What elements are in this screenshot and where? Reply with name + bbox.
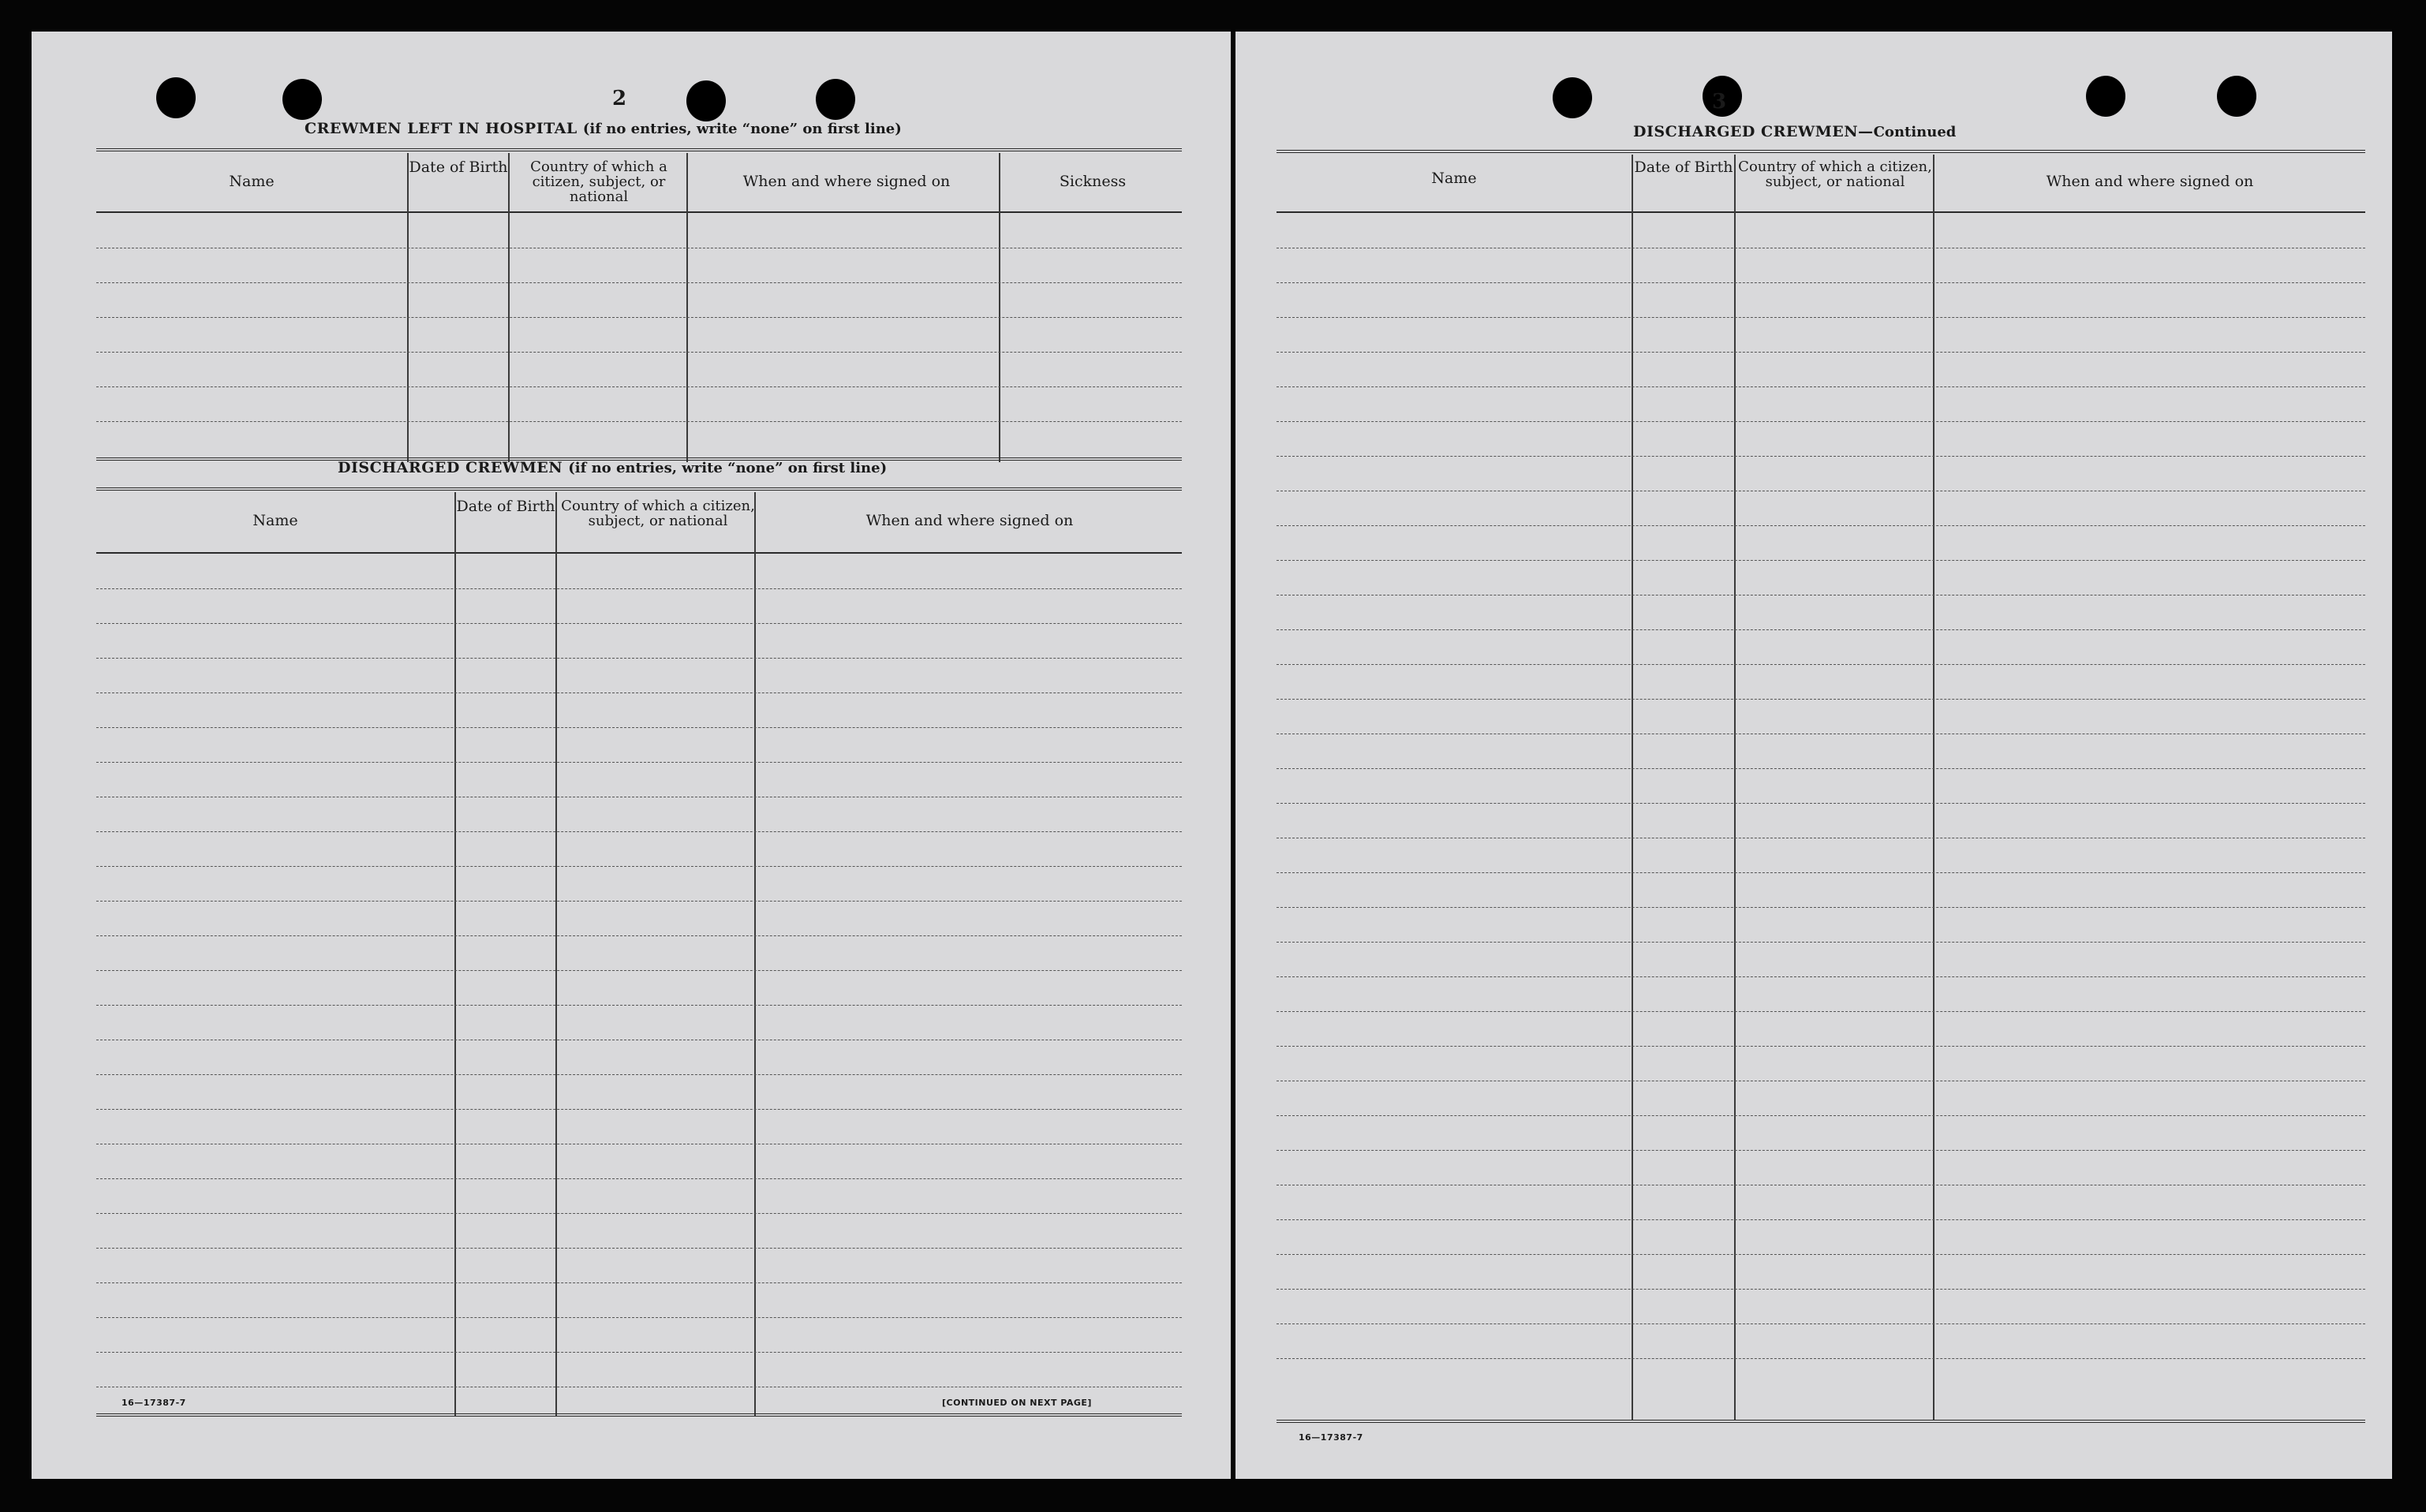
entry-line[interactable] [96,866,1182,867]
entry-line[interactable] [96,588,1182,589]
entry-line[interactable] [1277,421,2365,422]
continued-label: [CONTINUED ON NEXT PAGE] [942,1398,1092,1408]
entry-line[interactable] [1277,560,2365,561]
entry-line[interactable] [1277,907,2365,908]
entry-line[interactable] [96,386,1182,387]
punch-hole [2217,76,2256,117]
entry-line[interactable] [1277,386,2365,387]
entry-line[interactable] [1277,525,2365,526]
entry-line[interactable] [1277,872,2365,873]
entry-line[interactable] [96,658,1182,659]
left-form-page [32,32,1231,1479]
entry-line[interactable] [1277,942,2365,943]
entry-line[interactable] [1277,352,2365,353]
entry-line[interactable] [1277,803,2365,804]
entry-line[interactable] [96,1282,1182,1283]
col-name: Name [229,173,275,190]
entry-line[interactable] [1277,976,2365,977]
entry-line[interactable] [1277,282,2365,283]
discharged-continued-title: DISCHARGED CREWMEN—Continued [1633,123,1957,140]
entry-line[interactable] [96,623,1182,624]
right-form-page [1235,32,2392,1479]
entry-line[interactable] [1277,1358,2365,1359]
col-date-of-birth: Date of Birth [456,498,555,515]
entry-line[interactable] [96,282,1182,283]
entry-line[interactable] [1277,629,2365,630]
entry-line[interactable] [96,1074,1182,1075]
entry-line[interactable] [96,901,1182,902]
entry-line[interactable] [96,352,1182,353]
entry-line[interactable] [1277,1150,2365,1151]
col-date-of-birth: Date of Birth [1634,159,1733,176]
entry-line[interactable] [96,1248,1182,1249]
col-country: Country of which a citizen, subject, or national [1738,159,1932,190]
col-country: Country of which a citizen, subject, or national [561,498,755,529]
punch-hole [1553,77,1592,118]
entry-line[interactable] [1277,1011,2365,1012]
entry-line[interactable] [1277,1323,2365,1324]
col-sickness: Sickness [1059,173,1127,190]
col-name: Name [1431,170,1477,187]
entry-line[interactable] [96,762,1182,763]
entry-line[interactable] [96,421,1182,422]
punch-hole [686,80,726,121]
punch-hole [156,77,196,118]
entry-line[interactable] [96,1109,1182,1110]
entry-line[interactable] [96,1317,1182,1318]
hospital-section-title: CREWMEN LEFT IN HOSPITAL (if no entries, write “none” on first line) [305,120,902,137]
col-signed-on: When and where signed on [865,512,1074,529]
entry-line[interactable] [1277,317,2365,318]
entry-line[interactable] [96,727,1182,728]
col-name: Name [252,512,298,529]
col-country: Country of which a citizen, subject, or national [530,159,667,205]
discharged-section-title: DISCHARGED CREWMEN (if no entries, write “none” on first line) [338,459,888,476]
punch-hole [2086,76,2125,117]
punch-hole [816,79,855,120]
entry-line[interactable] [1277,456,2365,457]
entry-line[interactable] [1277,768,2365,769]
entry-line[interactable] [1277,1289,2365,1290]
entry-line[interactable] [96,831,1182,832]
form-number: 16—17387-7 [121,1398,186,1408]
entry-line[interactable] [1277,664,2365,665]
entry-line[interactable] [1277,1046,2365,1047]
page-number: 3 [1712,90,1727,114]
entry-line[interactable] [96,1005,1182,1006]
col-signed-on: When and where signed on [742,173,951,190]
col-date-of-birth: Date of Birth [409,159,508,176]
entry-line[interactable] [96,1178,1182,1179]
entry-line[interactable] [96,970,1182,971]
form-number: 16—17387-7 [1299,1432,1363,1443]
entry-line[interactable] [1277,1115,2365,1116]
punch-hole [282,79,322,120]
entry-line[interactable] [1277,699,2365,700]
entry-line[interactable] [96,935,1182,936]
col-signed-on: When and where signed on [2046,173,2254,190]
entry-line[interactable] [96,1213,1182,1214]
page-number: 2 [612,87,627,110]
entry-line[interactable] [96,317,1182,318]
entry-line[interactable] [1277,1219,2365,1220]
entry-line[interactable] [96,1352,1182,1353]
entry-line[interactable] [1277,1254,2365,1255]
